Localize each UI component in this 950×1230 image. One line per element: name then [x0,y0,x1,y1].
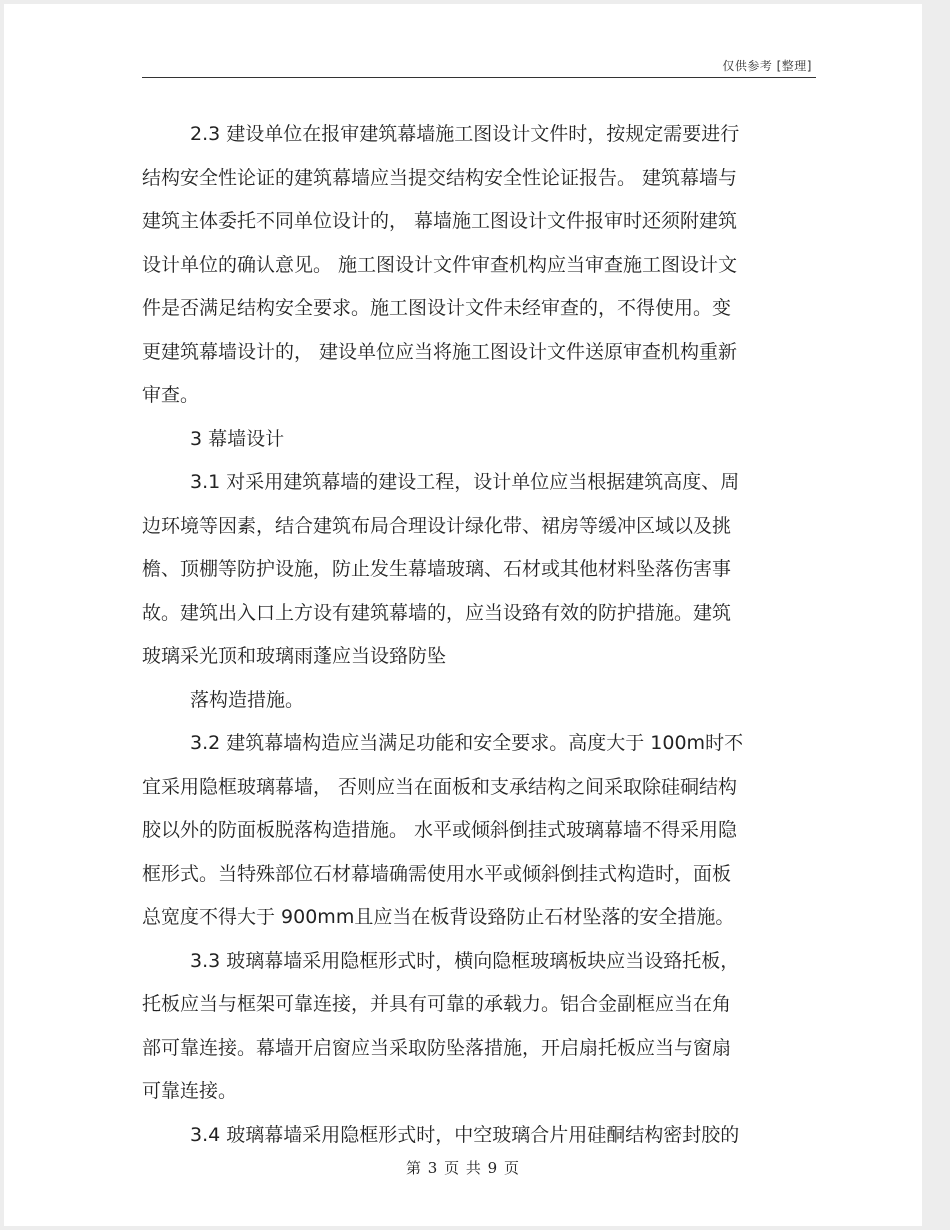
paragraph-line: 件是否满足结构安全要求。施工图设计文件未经审查的，不得使用。变 [142,297,732,319]
paragraph-line: 可靠连接。 [142,1080,238,1102]
paragraph-line: 故。建筑出入口上方设有建筑幕墙的，应当设臵有效的防护措施。建筑 [142,601,732,624]
paragraph-line: 檐、顶棚等防护设施，防止发生幕墙玻璃、石材或其他材料坠落伤害事 [142,558,732,580]
paragraph-line: 更建筑幕墙设计的， 建设单位应当将施工图设计文件送原审查机构重新 [142,340,738,363]
header-divider [142,77,816,78]
paragraph-line: 2.3 建设单位在报审建筑幕墙施工图设计文件时，按规定需要进行 [190,123,740,145]
paragraph-line: 3.2 建筑幕墙构造应当满足功能和安全要求。高度大于 100m时不 [190,732,744,754]
document-page [4,4,922,1226]
paragraph-line: 3.3 玻璃幕墙采用隐框形式时，横向隐框玻璃板块应当设臵托板， [190,949,740,972]
paragraph-line: 框形式。当特殊部位石材幕墙确需使用水平或倾斜倒挂式构造时，面板 [142,862,732,885]
paragraph-line: 托板应当与框架可靠连接，并具有可靠的承载力。铝合金副框应当在角 [142,993,732,1015]
page-footer: 第 3 页 共 9 页 [406,1159,520,1177]
document-body [142,116,818,1160]
paragraph-line: 审查。 [142,384,200,406]
header-note: 仅供参考 [整理] [722,59,812,73]
paragraph-line: 胶以外的防面板脱落构造措施。 水平或倾斜倒挂式玻璃幕墙不得采用隐 [142,819,738,841]
paragraph-line: 玻璃采光顶和玻璃雨蓬应当设臵防坠 [142,645,447,667]
paragraph-line: 部可靠连接。幕墙开启窗应当采取防坠落措施，开启扇托板应当与窗扇 [142,1036,732,1059]
paragraph-line: 建筑主体委托不同单位设计的， 幕墙施工图设计文件报审时还须附建筑 [142,210,738,232]
paragraph-line: 3.1 对采用建筑幕墙的建设工程，设计单位应当根据建筑高度、周 [190,471,740,493]
paragraph-line: 设计单位的确认意见。 施工图设计文件审查机构应当审查施工图设计文 [142,253,738,276]
paragraph-line: 总宽度不得大于 900mm且应当在板背设臵防止石材坠落的安全措施。 [142,906,735,928]
paragraph-line: 结构安全性论证的建筑幕墙应当提交结构安全性论证报告。 建筑幕墙与 [142,166,738,189]
paragraph-line: 落构造措施。 [190,688,305,711]
section-heading: 3 幕墙设计 [190,427,285,450]
paragraph-line: 宜采用隐框玻璃幕墙， 否则应当在面板和支承结构之间采取除硅硐结构 [142,775,738,798]
paragraph-line: 3.4 玻璃幕墙采用隐框形式时，中空玻璃合片用硅酮结构密封胶的 [190,1123,740,1146]
paragraph-line: 边环境等因素，结合建筑布局合理设计绿化带、裙房等缓冲区域以及挑 [142,514,732,537]
